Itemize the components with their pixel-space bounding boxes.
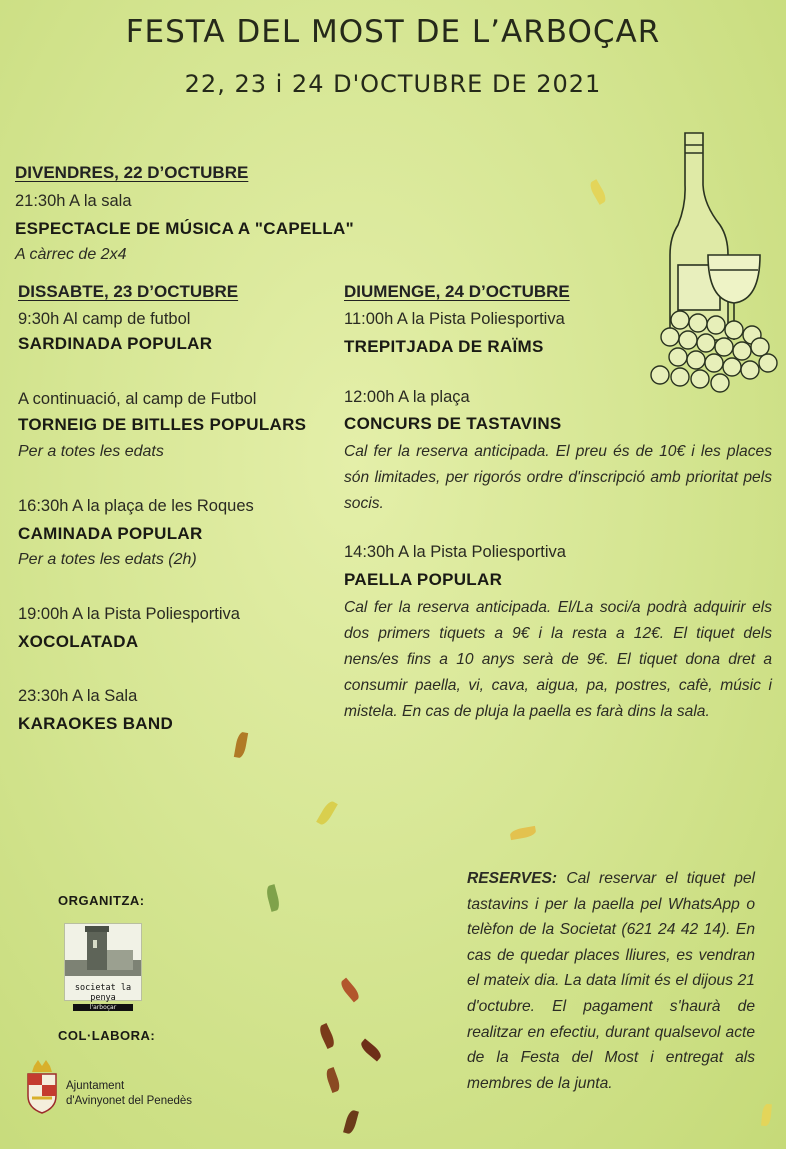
wine-bottle-illustration <box>640 125 780 400</box>
friday-note: A càrrec de 2x4 <box>15 246 127 263</box>
sunday-time: 12:00h A la plaça <box>344 388 470 406</box>
leaf-icon <box>324 1067 342 1093</box>
leaf-icon <box>338 978 361 1003</box>
saturday-time: 9:30h Al camp de futbol <box>18 310 191 328</box>
coat-of-arms-icon <box>24 1060 60 1114</box>
sunday-time: 11:00h A la Pista Poliesportiva <box>344 310 565 328</box>
societat-logo-text: societat la penya <box>74 983 132 1003</box>
saturday-heading: DISSABTE, 23 D’OCTUBRE <box>18 282 239 301</box>
leaf-icon <box>316 799 338 827</box>
ajuntament-town: d'Avinyonet del Penedès <box>66 1095 193 1107</box>
leaf-icon <box>317 1023 336 1049</box>
saturday-event: TORNEIG DE BITLLES POPULARS <box>18 415 307 434</box>
friday-event: ESPECTACLE DE MÚSICA A "CAPELLA" <box>15 219 354 238</box>
saturday-time: 19:00h A la Pista Poliesportiva <box>18 605 240 623</box>
saturday-event: SARDINADA POPULAR <box>18 334 213 353</box>
organitza-label: ORGANITZA: <box>58 893 145 908</box>
sunday-heading: DIUMENGE, 24 D’OCTUBRE <box>344 282 570 301</box>
sunday-time: 14:30h A la Pista Poliesportiva <box>344 543 566 561</box>
reserves-label: RESERVES: <box>467 870 558 887</box>
tower-icon <box>65 924 141 976</box>
saturday-time: A continuació, al camp de Futbol <box>18 390 257 408</box>
poster-title: FESTA DEL MOST DE L’ARBOÇAR <box>125 14 661 50</box>
poster-dates: 22, 23 i 24 D'OCTUBRE DE 2021 <box>184 70 602 98</box>
ajuntament-name: Ajuntament <box>66 1080 125 1092</box>
leaf-icon <box>588 179 609 205</box>
collabora-label: COL·LABORA: <box>58 1028 156 1043</box>
sunday-note: Cal fer la reserva anticipada. El preu és de 10€ i les places són limitades, per rigorós ordre d'inscripció amb prioritat pels socis. <box>344 443 772 512</box>
sunday-event: CONCURS DE TASTAVINS <box>344 414 562 433</box>
reserves-block <box>467 866 755 1096</box>
saturday-note: Per a totes les edats <box>18 443 164 460</box>
sunday-note: Cal fer la reserva anticipada. El/La soci/a podrà adquirir els dos primers tiquets a 9€ i la resta a 12€. El tiquet dels nens/es fins a 10 anys serà de 9€. El tiquet dona dret a consumir paella, vi, cava, aigua, pa, postres, cafè, músic i mistela. En cas de pluja la paella es farà dins la sala. <box>344 599 772 720</box>
sunday-event: PAELLA POPULAR <box>344 570 503 589</box>
saturday-event: KARAOKES BAND <box>18 714 174 733</box>
saturday-event: XOCOLATADA <box>18 632 139 651</box>
leaf-icon <box>761 1104 772 1127</box>
societat-logo-subtext: l'arboçar <box>73 1004 133 1011</box>
leaf-icon <box>509 826 536 840</box>
leaf-icon <box>343 1109 359 1135</box>
friday-time: 21:30h A la sala <box>15 192 132 210</box>
reserves-text: Cal reservar el tiquet pel tastavins i per la paella pel WhatsApp o telèfon de la Societat (621 24 42 14). En cas de quedar places lliures, es vendran el mateix dia. La data límit és el dijous 21 d'octubre. El pagament s'haurà de realitzar en efectiu, durant qualsevol acte de la Festa del Most i entregat als membres de la junta. <box>467 870 755 1092</box>
friday-heading: DIVENDRES, 22 D’OCTUBRE <box>15 163 249 182</box>
saturday-time: 23:30h A la Sala <box>18 687 138 705</box>
sunday-event: TREPITJADA DE RAÏMS <box>344 337 544 356</box>
societat-logo <box>64 923 142 1011</box>
saturday-note: Per a totes les edats (2h) <box>18 551 197 568</box>
saturday-event: CAMINADA POPULAR <box>18 524 203 543</box>
leaf-icon <box>234 731 248 758</box>
leaf-icon <box>359 1038 384 1061</box>
saturday-time: 16:30h A la plaça de les Roques <box>18 497 254 515</box>
leaf-icon <box>265 884 281 912</box>
